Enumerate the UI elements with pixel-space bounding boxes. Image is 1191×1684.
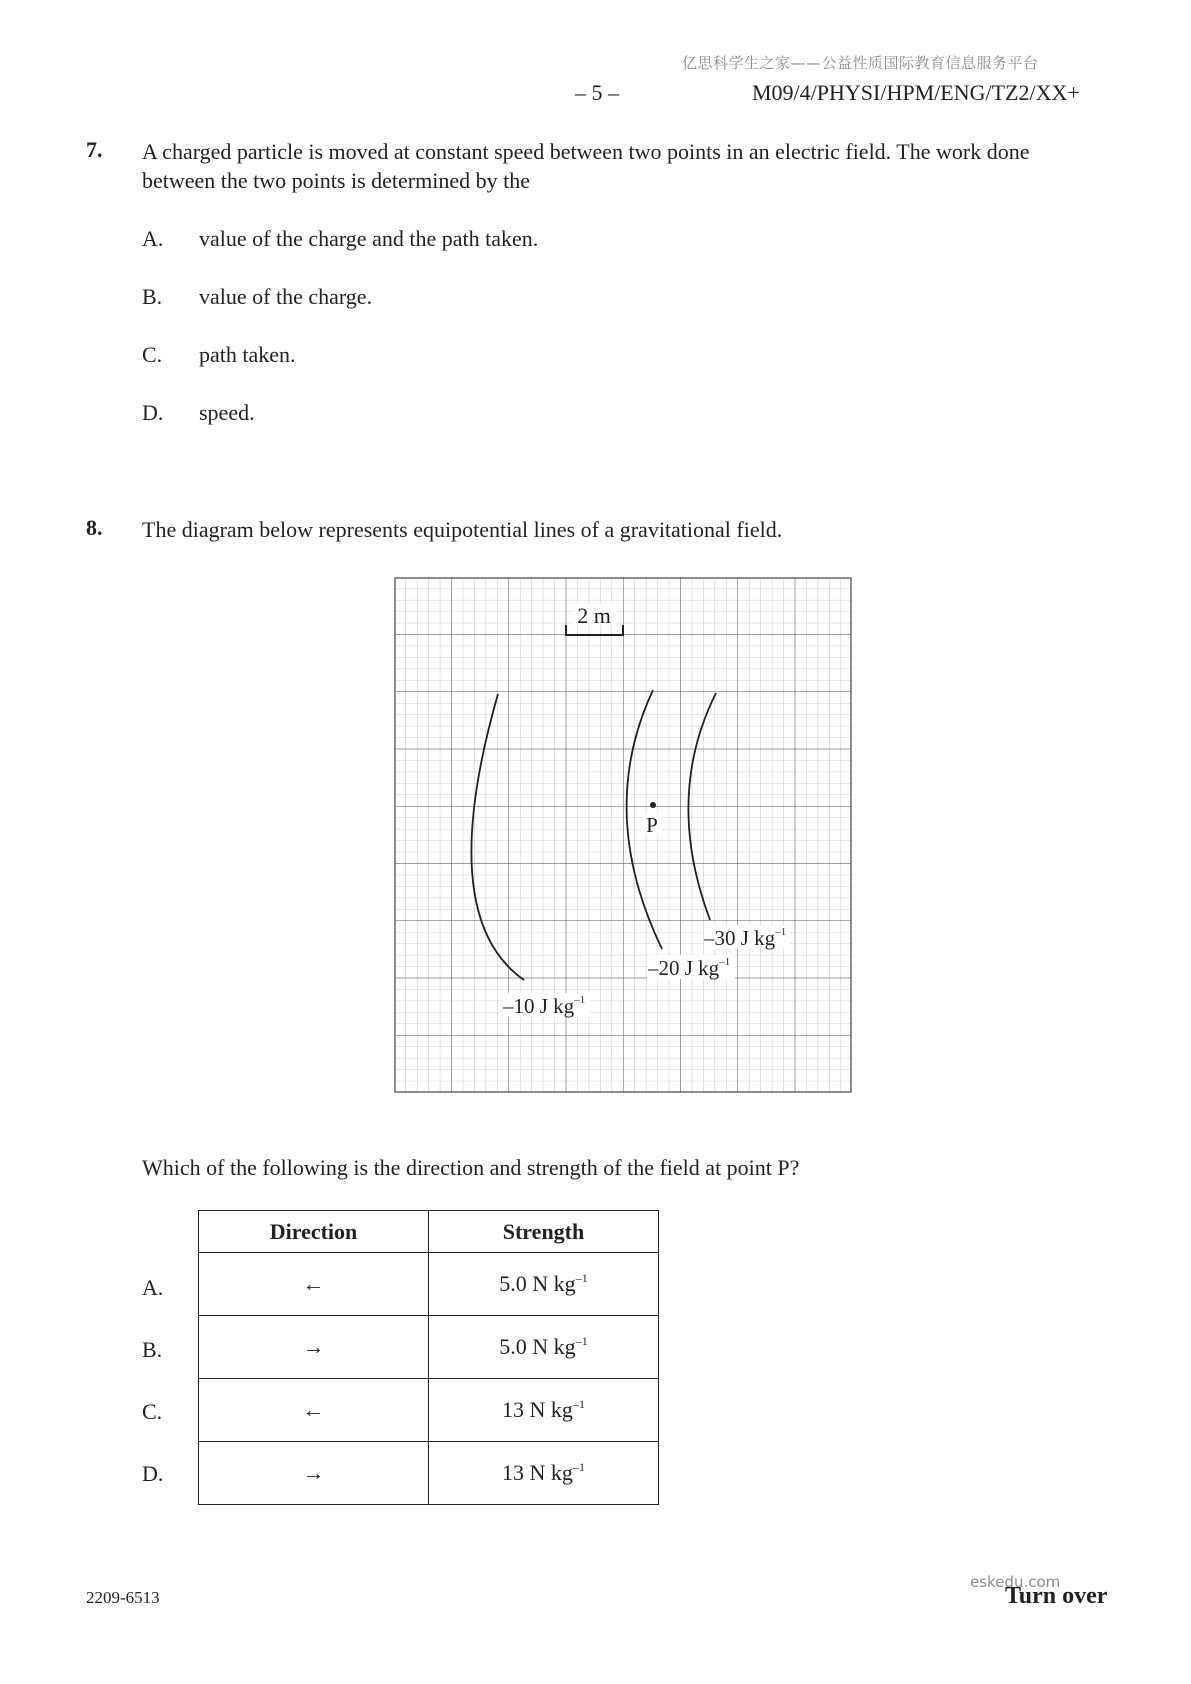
turn-over: Turn over [1005, 1583, 1108, 1609]
q7-option-d-letter: D. [142, 400, 164, 425]
question-8-text: The diagram below represents equipotential lines of a gravitational field. [142, 517, 783, 542]
question-8-prompt: Which of the following is the direction and strength of the field at point P? [142, 1155, 800, 1180]
strength-cell: 5.0 N $kg^{-1}$ [429, 1316, 659, 1379]
question-7-number: 7. [86, 137, 103, 162]
label-30: –30 J $kg^{-1}$ [704, 926, 787, 950]
watermark-bottom: eskedu.com [970, 1573, 1061, 1591]
direction-cell: ← [199, 1379, 429, 1442]
header-direction: Direction [199, 1211, 429, 1253]
q7-option-a-text: value of the charge and the path taken. [199, 226, 539, 251]
q7-option-b-letter: B. [142, 284, 163, 309]
row-d-letter: D. [142, 1461, 164, 1486]
table-header-row [199, 1211, 659, 1253]
table-row [199, 1316, 659, 1379]
equipotential-diagram [394, 577, 852, 1093]
table-row [199, 1253, 659, 1316]
q7-option-c-letter: C. [142, 342, 163, 367]
scale-label: 2 m [577, 603, 611, 628]
grid-major [395, 578, 851, 1092]
row-b-letter: B. [142, 1337, 163, 1362]
q7-option-a-letter: A. [142, 226, 164, 251]
point-p-label: P [646, 813, 658, 837]
point-p [650, 802, 656, 808]
watermark-top: 亿思科学生之家——公益性质国际教育信息服务平台 [682, 54, 1039, 72]
answer-table [198, 1210, 659, 1505]
question-7-text-line1: A charged particle is moved at constant speed between two points in an electric field. The work done [142, 139, 1030, 164]
table-row [199, 1442, 659, 1505]
row-c-letter: C. [142, 1399, 163, 1424]
direction-cell: ← [199, 1253, 429, 1316]
direction-cell: → [199, 1442, 429, 1505]
footer-code: 2209-6513 [86, 1588, 160, 1607]
strength-cell: 13 N $kg^{-1}$ [429, 1442, 659, 1505]
strength-cell: 13 N $kg^{-1}$ [429, 1379, 659, 1442]
label-20: –20 J $kg^{-1}$ [648, 956, 731, 980]
header-strength: Strength [429, 1211, 659, 1253]
row-a-letter: A. [142, 1275, 164, 1300]
question-7-text-line2: between the two points is determined by the [142, 168, 530, 193]
table-row [199, 1379, 659, 1442]
paper-code: M09/4/PHYSI/HPM/ENG/TZ2/XX+ [752, 80, 1080, 105]
q7-option-c-text: path taken. [199, 342, 296, 367]
page-number: – 5 – [575, 80, 619, 105]
direction-cell: → [199, 1316, 429, 1379]
q7-option-d-text: speed. [199, 400, 255, 425]
strength-cell: 5.0 N $kg^{-1}$ [429, 1253, 659, 1316]
question-8-number: 8. [86, 515, 103, 540]
label-10: –10 J $kg^{-1}$ [503, 994, 586, 1018]
q7-option-b-text: value of the charge. [199, 284, 373, 309]
